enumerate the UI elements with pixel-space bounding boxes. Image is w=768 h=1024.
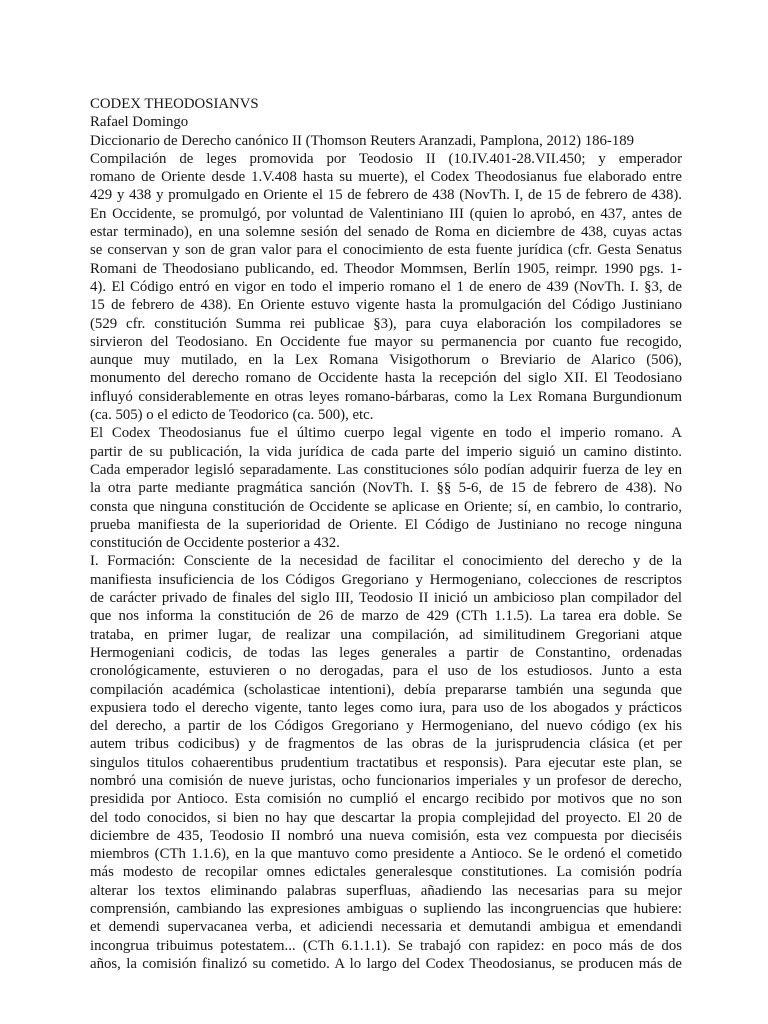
body-line: estar terminado), en una solemne sesión del senado de Roma en diciembre de 438, cuyas actas	[90, 224, 682, 241]
body-line: (ca. 505) o el edicto de Teodorico (ca. 500), etc.	[90, 407, 374, 424]
body-line: Compilación de leges promovida por Teodosio II (10.IV.401-28.VII.450; y emperador	[90, 150, 682, 167]
body-line: diciembre de 435, Teodosio II nombró una nueva comisión, esta vez compuesta por dieciséis	[90, 827, 682, 844]
body-line: la otra parte mediante pragmática sanción (NovTh. I. §§ 5-6, de 15 de febrero de 438). No	[90, 480, 682, 497]
body-line: Cada emperador legisló separadamente. Las constituciones sólo podían adquirir fuerza de ley en	[90, 461, 682, 478]
body-line: romano de Oriente desde 1.V.408 hasta su muerte), el Codex Theodosianus fue elaborado entre	[90, 169, 682, 186]
body-line: se conservan y son de gran valor para el conocimiento de esta fuente jurídica (cfr. Gesta Senatus	[90, 242, 682, 259]
body-line: presidida por Antioco. Esta comisión no cumplió el encargo recibido por motivos que no son	[90, 791, 682, 808]
document-title: CODEX THEODOSIANVS	[90, 96, 259, 112]
body-line: miembros (CTh 1.1.6), en la que mantuvo como presidente a Antioco. Se le ordenó el cometido	[90, 846, 682, 863]
body-line: et demendi supervacanea verba, et adiciendi necessaria et demutandi ambigua et emendandi	[90, 919, 682, 936]
body-line: comprensión, cambiando las expresiones ambiguas o supliendo las incongruencias que hubiere:	[90, 901, 682, 918]
body-line: compilación académica (scholasticae intentioni), debía prepararse también una segunda que	[90, 681, 682, 698]
body-line: nombró una comisión de nueve juristas, ocho funcionarios imperiales y un profesor de derecho,	[90, 772, 682, 789]
body-line: consta que ninguna constitución de Occidente se aplicase en Oriente; sí, en cambio, lo contrario,	[90, 498, 682, 515]
body-line: monumento del derecho romano de Occidente hasta la recepción del siglo XII. El Teodosiano	[90, 370, 682, 387]
body-line: partir de su publicación, la vida jurídica de cada parte del imperio siguió un camino distinto.	[90, 443, 682, 460]
body-line: del derecho, a partir de los Códigos Gregoriano y Hermogeniano, del nuevo código (ex his	[90, 718, 682, 735]
document-body	[90, 132, 682, 974]
body-line: Hermogeniani codicis, de todas las leges generales a partir de Constantino, ordenadas	[90, 644, 682, 661]
body-line: 429 y 438 y promulgado en Oriente el 15 de febrero de 438 (NovTh. I, de 15 de febrero de 438).	[90, 187, 682, 204]
body-line: Romani de Theodosiano publicando, ed. Theodor Mommsen, Berlín 1905, reimpr. 1990 pgs. 1-	[90, 260, 682, 277]
body-line: años, la comisión finalizó su cometido. A lo largo del Codex Theodosianus, se producen más de	[90, 955, 682, 972]
body-line: prueba manifiesta de la superioridad de Oriente. El Código de Justiniano no recoge ninguna	[90, 516, 682, 533]
body-line: de carácter privado de finales del siglo III, Teodosio II inició un ambicioso plan compilador del	[90, 590, 682, 607]
document-author: Rafael Domingo	[90, 114, 189, 131]
body-line: incongrua tribuimus potestatem... (CTh 6.1.1.1). Se trabajó con rapidez: en poco más de dos	[90, 937, 682, 954]
body-line: En Occidente, se promulgó, por voluntad de Valentiniano III (quien lo aprobó, en 437, antes de	[90, 205, 682, 222]
body-line: influyó considerablemente en otras leyes romano-bárbaras, como la Lex Romana Burgundionum	[90, 388, 682, 405]
document-page	[90, 95, 682, 973]
body-line: aunque muy mutilado, en la Lex Romana Visigothorum o Breviario de Alarico (506),	[90, 352, 682, 369]
body-line: constitución de Occidente posterior a 432.	[90, 535, 340, 552]
body-line: que nos informa la constitución de 26 de marzo de 429 (CTh 1.1.5). La tarea era doble. Se	[90, 608, 682, 625]
body-line: sirvieron del Teodosiano. En Occidente fue mayor su permanencia por cuanto fue recogido,	[90, 333, 682, 350]
body-line: alterar los textos eliminando palabras superfluas, añadiendo las necesarias para su mejor	[90, 882, 682, 899]
body-line: I. Formación: Consciente de la necesidad de facilitar el conocimiento del derecho y de la	[90, 553, 682, 570]
body-line: manifiesta insuficiencia de los Códigos Gregoriano y Hermogeniano, colecciones de rescriptos	[90, 571, 682, 588]
body-line: Diccionario de Derecho canónico II (Thomson Reuters Aranzadi, Pamplona, 2012) 186-189	[90, 132, 635, 149]
body-line: singulos titulos cohaerentibus prudentium tractatibus et responsis). Para ejecutar este plan, se	[90, 754, 682, 771]
body-line: expusiera todo el derecho vigente, tanto leges como iura, para uso de los abogados y prácticos	[90, 699, 682, 716]
body-line: El Codex Theodosianus fue el último cuerpo legal vigente en todo el imperio romano. A	[90, 425, 682, 442]
body-line: 15 de febrero de 438). En Oriente estuvo vigente hasta la promulgación del Código Justiniano	[90, 297, 682, 314]
body-line: 4). El Código entró en vigor en todo el imperio romano el 1 de enero de 439 (NovTh. I. §3, de	[90, 278, 682, 295]
body-line: cronológicamente, estuvieren o no derogadas, para el uso de los estudiosos. Junto a esta	[90, 663, 682, 680]
body-line: del todo conocidos, si bien no hay que descartar la propia complejidad del proyecto. El 20 de	[90, 809, 682, 826]
body-line: más modesto de recopilar omnes edictales generalesque constitutiones. La comisión podría	[90, 864, 682, 881]
body-line: autem tribus codicibus) y de fragmentos de las obras de la jurisprudencia clásica (et per	[90, 736, 682, 753]
body-line: trataba, en primer lugar, de realizar una compilación, ad similitudinem Gregoriani atque	[90, 626, 682, 643]
body-line: (529 cfr. constitución Summa rei publicae §3), para cuya elaboración los compiladores se	[90, 315, 682, 332]
